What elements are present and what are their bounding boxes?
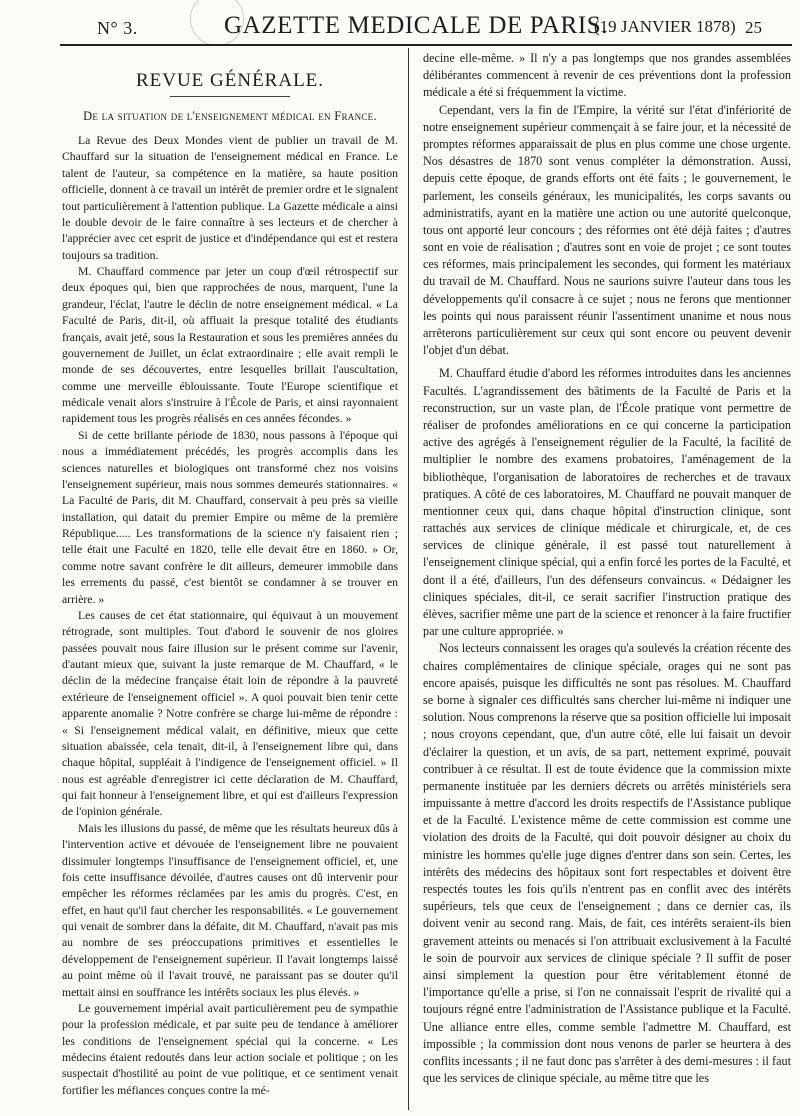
- left-column: [62, 50, 398, 1099]
- issue-date: (19 JANVIER 1878): [594, 17, 736, 36]
- right-column: [423, 50, 791, 1087]
- paragraph: Nos lecteurs connaissent les orages qu'a soulevés la création récente des chaires complémentaires de clinique spéciale, orages qui ne sont pas encore apaisés, puisque les difficultés ne sont pas résolues. M. Chauffard se borne à signaler ces difficultés sans chercher lui-même ni indiquer une solution. Nous comprenons la réserve que sa position officielle lui imposait ; nous croyons cependant, que, d'un autre côté, elle lui faisait un devoir d'éclairer la question, et un avis, de sa part, nettement exprimé, pouvait contribuer à ce résultat. Il est de toute évidence que la commission mixte permanente instituée par les derniers décrets ou arrêtés ministériels sera impuissante à mettre d'accord les droits respectifs de l'Assistance publique et de la Faculté. L'existence même de cette commission est comme une violation des droits de la Faculté, qui doit pouvoir désigner au choix du ministre les hommes qu'elle juge dignes d'entrer dans son sein. Certes, les intérêts des médecins des hôpitaux sont fort respectables et doivent être respectés toutes les fois qu'ils n'entrent pas en conflit avec des intérêts supérieurs, tels que ceux de l'enseignement ; dans ce dernier cas, ils doivent venir au second rang. Mais, de fait, ces intérêts seraient-ils bien gravement atteints ou menacés si l'on attribuait exclusivement à la Faculté le soin de pourvoir aux services de clinique spéciale ? Il suffit de poser ainsi simplement la question pour être véritablement étonné de l'importance qu'elle a prise, si l'on ne connaissait l'esprit de rivalité qui a toujours régné entre l'administration de l'Assistance publique et la Faculté. Une alliance entre elles, comme semble l'admettre M. Chauffard, est impossible ; la commission dont nous venons de parler se heurtera à des conflits incessants ; il ne faut donc pas s'arrêter à des demi-mesures : il faut que les services de clinique spéciale, au même titre que les: [423, 641, 791, 1086]
- page-number: 25: [745, 18, 762, 37]
- header-rule: [60, 44, 792, 46]
- paragraph: M. Chauffard étudie d'abord les réformes introduites dans les anciennes Facultés. L'agrandissement des bâtiments de la Faculté de Paris et la reconstruction, sur un vaste plan, de l'École pratique vont permettre de réaliser de profondes améliorations en ce qui concerne la participation active des agrégés à l'enseignement régulier de la Faculté, la facilité de multiplier le nombre des examens probatoires, l'aménagement de la bibliothèque, l'organisation de laboratoires de recherches et de travaux pratiques. A côté de ces laboratoires, M. Chauffard ne pouvait manquer de mentionner ceux qui, dans chaque hôpital d'instruction clinique, sont rattachés aux services de clinique médicale et chirurgicale, et, de ces services de clinique générale, il est passé tout naturellement à l'enseignement clinique spécial, qui a enfin forcé les portes de la Faculté, et dont il a été, d'ailleurs, l'un des défenseurs convaincus. « Dédaigner les cliniques spéciales, dit-il, ce serait sacrifier l'instruction pratique des élèves, sacrifier même une part de la science et renoncer à la faire fructifier par une culture appropriée. »: [423, 366, 791, 639]
- section-title-rule: [170, 96, 290, 97]
- paragraph: Si de cette brillante période de 1830, nous passons à l'époque qui nous a immédiatement précédés, les progrès accomplis dans les sciences naturelles et biologiques ont transformé chez nos voisins l'enseignement supérieur, mais nous sommes demeurés stationnaires. « La Faculté de Paris, dit M. Chauffard, conservait à peu près sa vieille installation, qui datait du premier Empire ou même de la première République..... Les transformations de la science n'y faisaient rien ; telle était une Faculté en 1820, telle elle devait être en 1860. » Or, comme notre savant confrère le dit ailleurs, demeurer immobile dans les errements du passé, c'est bientôt se condamner à se trouver en arrière. »: [62, 428, 398, 606]
- article-subtitle: De la situation de l'enseignement médical en France.: [83, 109, 377, 123]
- paragraph: Cependant, vers la fin de l'Empire, la vérité sur l'état d'infériorité de notre enseignement supérieur commençait à se faire jour, et la nécessité de promptes réformes apparaissait de plus en plus comme une chose urgente. Nos désastres de 1870 sont venus compléter la démonstration. Aussi, depuis cette époque, de grands efforts ont été faits ; le gouvernement, le parlement, les conseils généraux, les municipalités, les corps savants ou administratifs, ayant en la matière une action ou une autorité quelconque, tous ont apporté leur concours ; des réformes ont été déjà faites ; d'autres sont en voie de réalisation ; d'autres sont en voie de projet ; ce sont toutes ces réformes, mais principalement les secondes, qui forment les matériaux du travail de M. Chauffard. Nous ne saurions suivre l'auteur dans tous les développements qu'il consacre à ce sujet ; nous ne ferons que mentionner les points qui nous paraissent réunir l'assentiment unanime et nous nous arrêterons particulièrement sur ceux qui sont encore ou peuvent devenir l'objet d'un débat.: [423, 102, 791, 358]
- paragraph: Les causes de cet état stationnaire, qui équivaut à un mouvement rétrograde, sont multiples. Tout d'abord le souvenir de nos gloires passées pouvait nous faire illusion sur le présent comme sur l'avenir, d'autant mieux que, suivant la juste remarque de M. Chauffard, « le déclin de la médecine française était loin de répondre à la pauvreté extérieure de l'enseignement officiel ». A quoi pouvait bien tenir cette apparente anomalie ? Notre confrère se charge lui-même de répondre : « Si l'enseignement médical valait, en définitive, mieux que cette situation abaissée, cela tenait, dit-il, à l'enseignement libre qui, dans chaque hôpital, suppléait à l'indigence de l'enseignement officiel. » Il nous est agréable d'enregistrer ici cette déclaration de M. Chauffard, qui fait honneur à l'enseignement libre, et qui est d'ailleurs l'expression de l'opinion générale.: [62, 608, 398, 819]
- paragraph: M. Chauffard commence par jeter un coup d'œil rétrospectif sur deux époques qui, bien que rapprochées de nous, marquent, l'une la grandeur, l'éclat, l'autre le déclin de notre enseignement médical. « La Faculté de Paris, dit-il, où affluait la presque totalité des étudiants français, avait jeté, sous la Restauration et sous les premières années du gouvernement de Juillet, un éclat extraordinaire ; elle avait rempli le monde de ses découvertes, entre lesquelles brillait l'auscultation, comme une merveille éblouissante. Toute l'Europe scientifique et médicale venait alors s'instruire à l'École de Paris, et ainsi rayonnaient rapidement tous les progrès réalisés en ces années fécondes. »: [62, 265, 398, 426]
- section-title: REVUE GÉNÉRALE.: [135, 70, 325, 91]
- column-divider: [408, 48, 409, 1110]
- paragraph: decine elle-même. » Il n'y a pas longtemps que nos grandes assemblées délibérantes commencent à revenir de ces préventions dont la profession médicale a été si fréquemment la victime.: [423, 51, 791, 100]
- paragraph: Le gouvernement impérial avait particulièrement peu de sympathie pour la profession médicale, et par suite peu de tendance à améliorer les conditions de l'enseignement spécial qui la concerne. « Les médecins étaient redoutés dans leur action sociale et politique ; on les suspectait d'hostilité au point de vue politique, et ce sentiment venait fortifier les méfiances conçues contre la mé-: [62, 1001, 398, 1097]
- newspaper-title: GAZETTE MEDICALE DE PARIS.: [224, 12, 609, 39]
- paragraph: La Revue des Deux Mondes vient de publier un travail de M. Chauffard sur la situation de l'enseignement médical en France. Le talent de l'auteur, sa compétence en la matière, sa haute position officielle, donnent à ce travail un intérêt de premier ordre et le signalent tout particulièrement à l'attention publique. La Gazette médicale a ainsi le double devoir de le faire connaître à ses lecteurs et de chercher à l'apprécier avec cet esprit de justice et d'indépendance qui est et restera toujours sa tradition.: [62, 134, 398, 262]
- paragraph: Mais les illusions du passé, de même que les résultats heureux dûs à l'intervention active et dévouée de l'enseignement libre ne pouvaient dissimuler longtemps l'insuffisance de l'enseignement officiel, et, une fois cette insuffisance dévoilée, d'autres causes ont dû intervenir pour empêcher les réformes réclamées par les amis du progrès. C'est, en effet, en haut qu'il faut chercher les responsabilités. « Le gouvernement qui venait de sombrer dans la défaite, dit M. Chauffard, n'avait pas mis au nombre de ses préoccupations primitives et essentielles le développement de l'enseignement supérieur. Il l'avait longtemps laissé au point même où il l'avait trouvé, ne paraissant pas se douter qu'il mettait ainsi en souffrance les intérêts sociaux les plus élevés. »: [62, 821, 398, 999]
- issue-number: N° 3.: [97, 18, 138, 38]
- masthead: [0, 0, 800, 46]
